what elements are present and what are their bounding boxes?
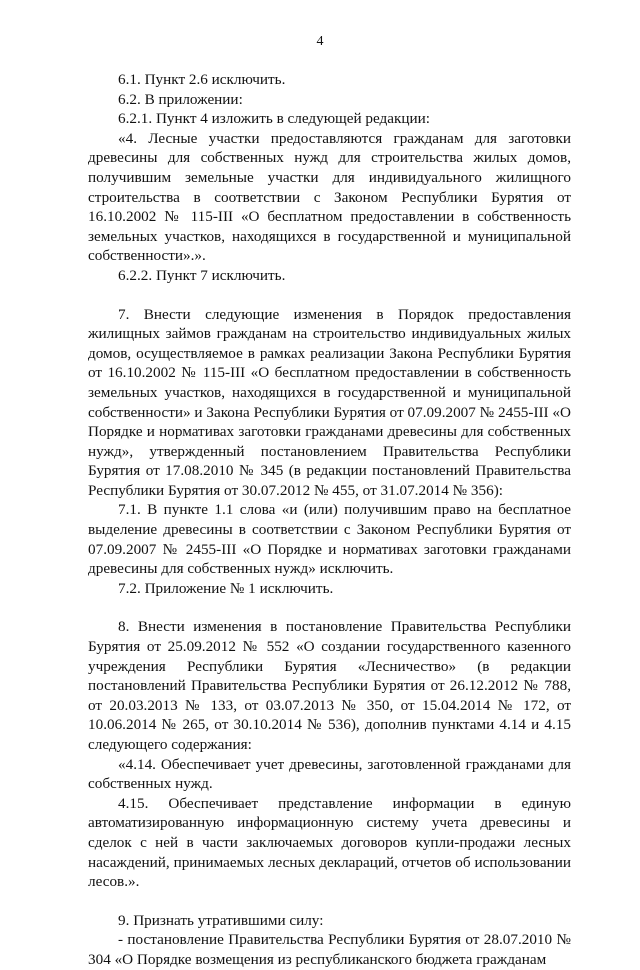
paragraph: 6.2.2. Пункт 7 исключить. xyxy=(118,266,286,284)
paragraph: 7. Внести следующие изменения в Порядок предоставления жилищных займов гражданам на строительство индивидуальных жилых домов, осуществляемое в рамках реализации Закона Республики Бурятия от 16.10.2002 № 115-III «О бесплатном предоставлении в собственность земельных участков, находящихся в государственной и муниципальной собственности» и Закона Республики Бурятия от 07.09.2007 № 2455-III «О Порядке и нормативах заготовки гражданами древесины для собственных нужд», утвержденный постановлением Правительства Республики Бурятия от 17.08.2010 № 345 (в редакции постановлений Правительства Республики Бурятия от 30.07.2012 № 455, от 31.07.2014 № 356): xyxy=(88,305,571,499)
paragraph: 6.1. Пункт 2.6 исключить. xyxy=(118,71,286,88)
page-number: 4 xyxy=(316,34,324,49)
paragraph: 6.2.1. Пункт 4 изложить в следующей редакции: xyxy=(118,110,431,128)
paragraph: «4.14. Обеспечивает учет древесины, заготовленной гражданами для собственных нужд. xyxy=(88,755,571,793)
paragraph: 7.2. Приложение № 1 исключить. xyxy=(118,579,334,597)
paragraph: 7.1. В пункте 1.1 слова «и (или) получившим право на бесплатное выделение древесины в соответствии с Законом Республики Бурятия от 07.09.2007 № 2455-III «О Порядке и нормативах заготовки гражданами древесины для собственных нужд» исключить. xyxy=(88,501,571,578)
paragraph: 8. Внести изменения в постановление Правительства Республики Бурятия от 25.09.2012 № 552 «О создании государственного казенного учреждения Республики Бурятия «Лесничество» (в редакции постановлений Правительства Республики Бурятия от 26.12.2012 № 788, от 20.03.2013 № 133, от 03.07.2013 № 350, от 15.04.2014 № 172, от 10.06.2014 № 265, от 30.10.2014 № 536), дополнив пунктами 4.14 и 4.15 следующего содержания: xyxy=(88,618,571,753)
paragraph: 4.15. Обеспечивает представление информации в единую автоматизированную информационную систему учета древесины и сделок с ней в части заключаемых договоров купли-продажи лесных насаждений, принимаемых лесных деклараций, отчетов об использовании лесов.». xyxy=(88,794,571,891)
paragraph: 9. Признать утратившими силу: xyxy=(118,911,324,929)
paragraph: - постановление Правительства Республики Бурятия от 28.07.2010 № 304 «О Порядке возмещения из республиканского бюджета гражданам xyxy=(88,931,571,968)
paragraph: 6.2. В приложении: xyxy=(118,90,243,108)
document-body xyxy=(88,70,571,970)
paragraph: «4. Лесные участки предоставляются гражданам для заготовки древесины для собственных нужд для строительства жилых домов, получившим земельные участки для индивидуального жилищного строительства в соответствии с Законом Республики Бурятия от 16.10.2002 № 115-III «О бесплатном предоставлении в собственность земельных участков, находящихся в государственной и муниципальной собственности».». xyxy=(88,129,571,265)
